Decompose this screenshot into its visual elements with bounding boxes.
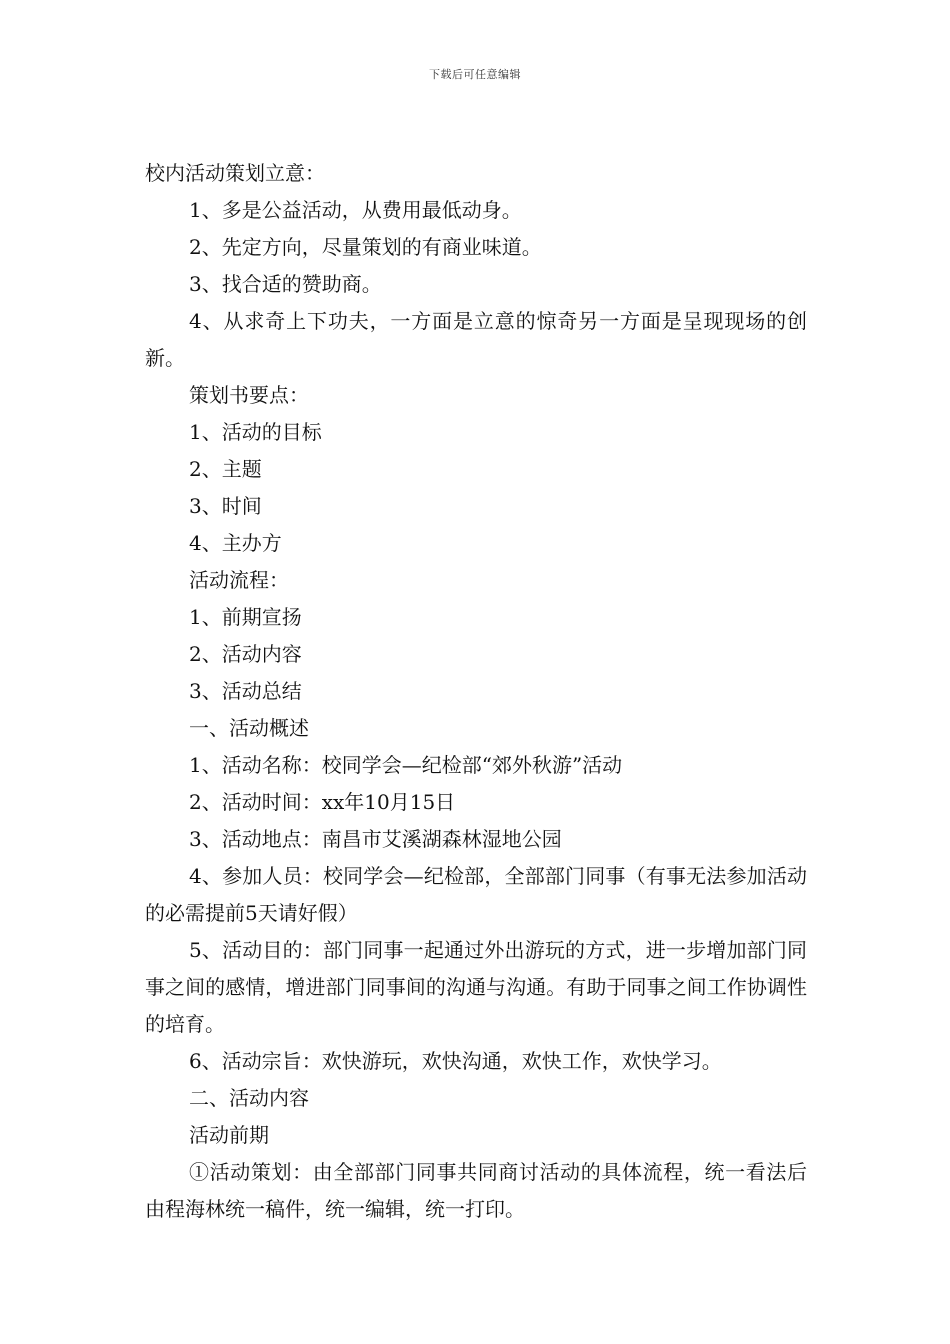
paragraph: 5、活动目的：部门同事一起通过外出游玩的方式，进一步增加部门同事之间的感情，增进部门同事间的沟通与沟通。有助于同事之间工作协调性的培育。 (145, 938, 807, 1036)
text-line: 1、多是公益活动，从费用最低动身。 (189, 198, 522, 222)
text-line: 策划书要点： (189, 383, 309, 407)
text-line: 一、活动概述 (189, 716, 309, 740)
paragraph: ①活动策划：由全部部门同事共同商讨活动的具体流程，统一看法后由程海林统一稿件，统一编辑，统一打印。 (145, 1160, 807, 1221)
text-line: 4、主办方 (189, 531, 282, 555)
text-line: 1、活动名称：校同学会—纪检部“郊外秋游”活动 (189, 753, 623, 777)
text-line: 校内活动策划立意： (145, 161, 325, 185)
text-line: 二、活动内容 (189, 1086, 309, 1110)
header-note: 下载后可任意编辑 (429, 68, 521, 81)
text-line: 1、活动的目标 (189, 420, 322, 444)
text-line: 3、时间 (189, 494, 262, 518)
text-line: 3、活动地点：南昌市艾溪湖森林湿地公园 (189, 827, 562, 851)
text-line: 2、主题 (189, 457, 262, 481)
text-line: 3、找合适的赞助商。 (189, 272, 382, 296)
text-line: 2、活动内容 (189, 642, 302, 666)
text-line: 6、活动宗旨：欢快游玩，欢快沟通，欢快工作，欢快学习。 (189, 1049, 722, 1073)
text-line: 2、活动时间：xx年10月15日 (189, 790, 456, 814)
text-line: 3、活动总结 (189, 679, 302, 703)
text-line: 1、前期宣扬 (189, 605, 302, 629)
text-line: 2、先定方向，尽量策划的有商业味道。 (189, 235, 542, 259)
text-line: 活动前期 (189, 1123, 269, 1147)
document-body (145, 155, 807, 1228)
text-line: 活动流程： (189, 568, 289, 592)
paragraph: 4、从求奇上下功夫，一方面是立意的惊奇另一方面是呈现现场的创新。 (145, 309, 807, 370)
paragraph: 4、参加人员：校同学会—纪检部，全部部门同事（有事无法参加活动的必需提前5天请好假） (145, 864, 807, 925)
